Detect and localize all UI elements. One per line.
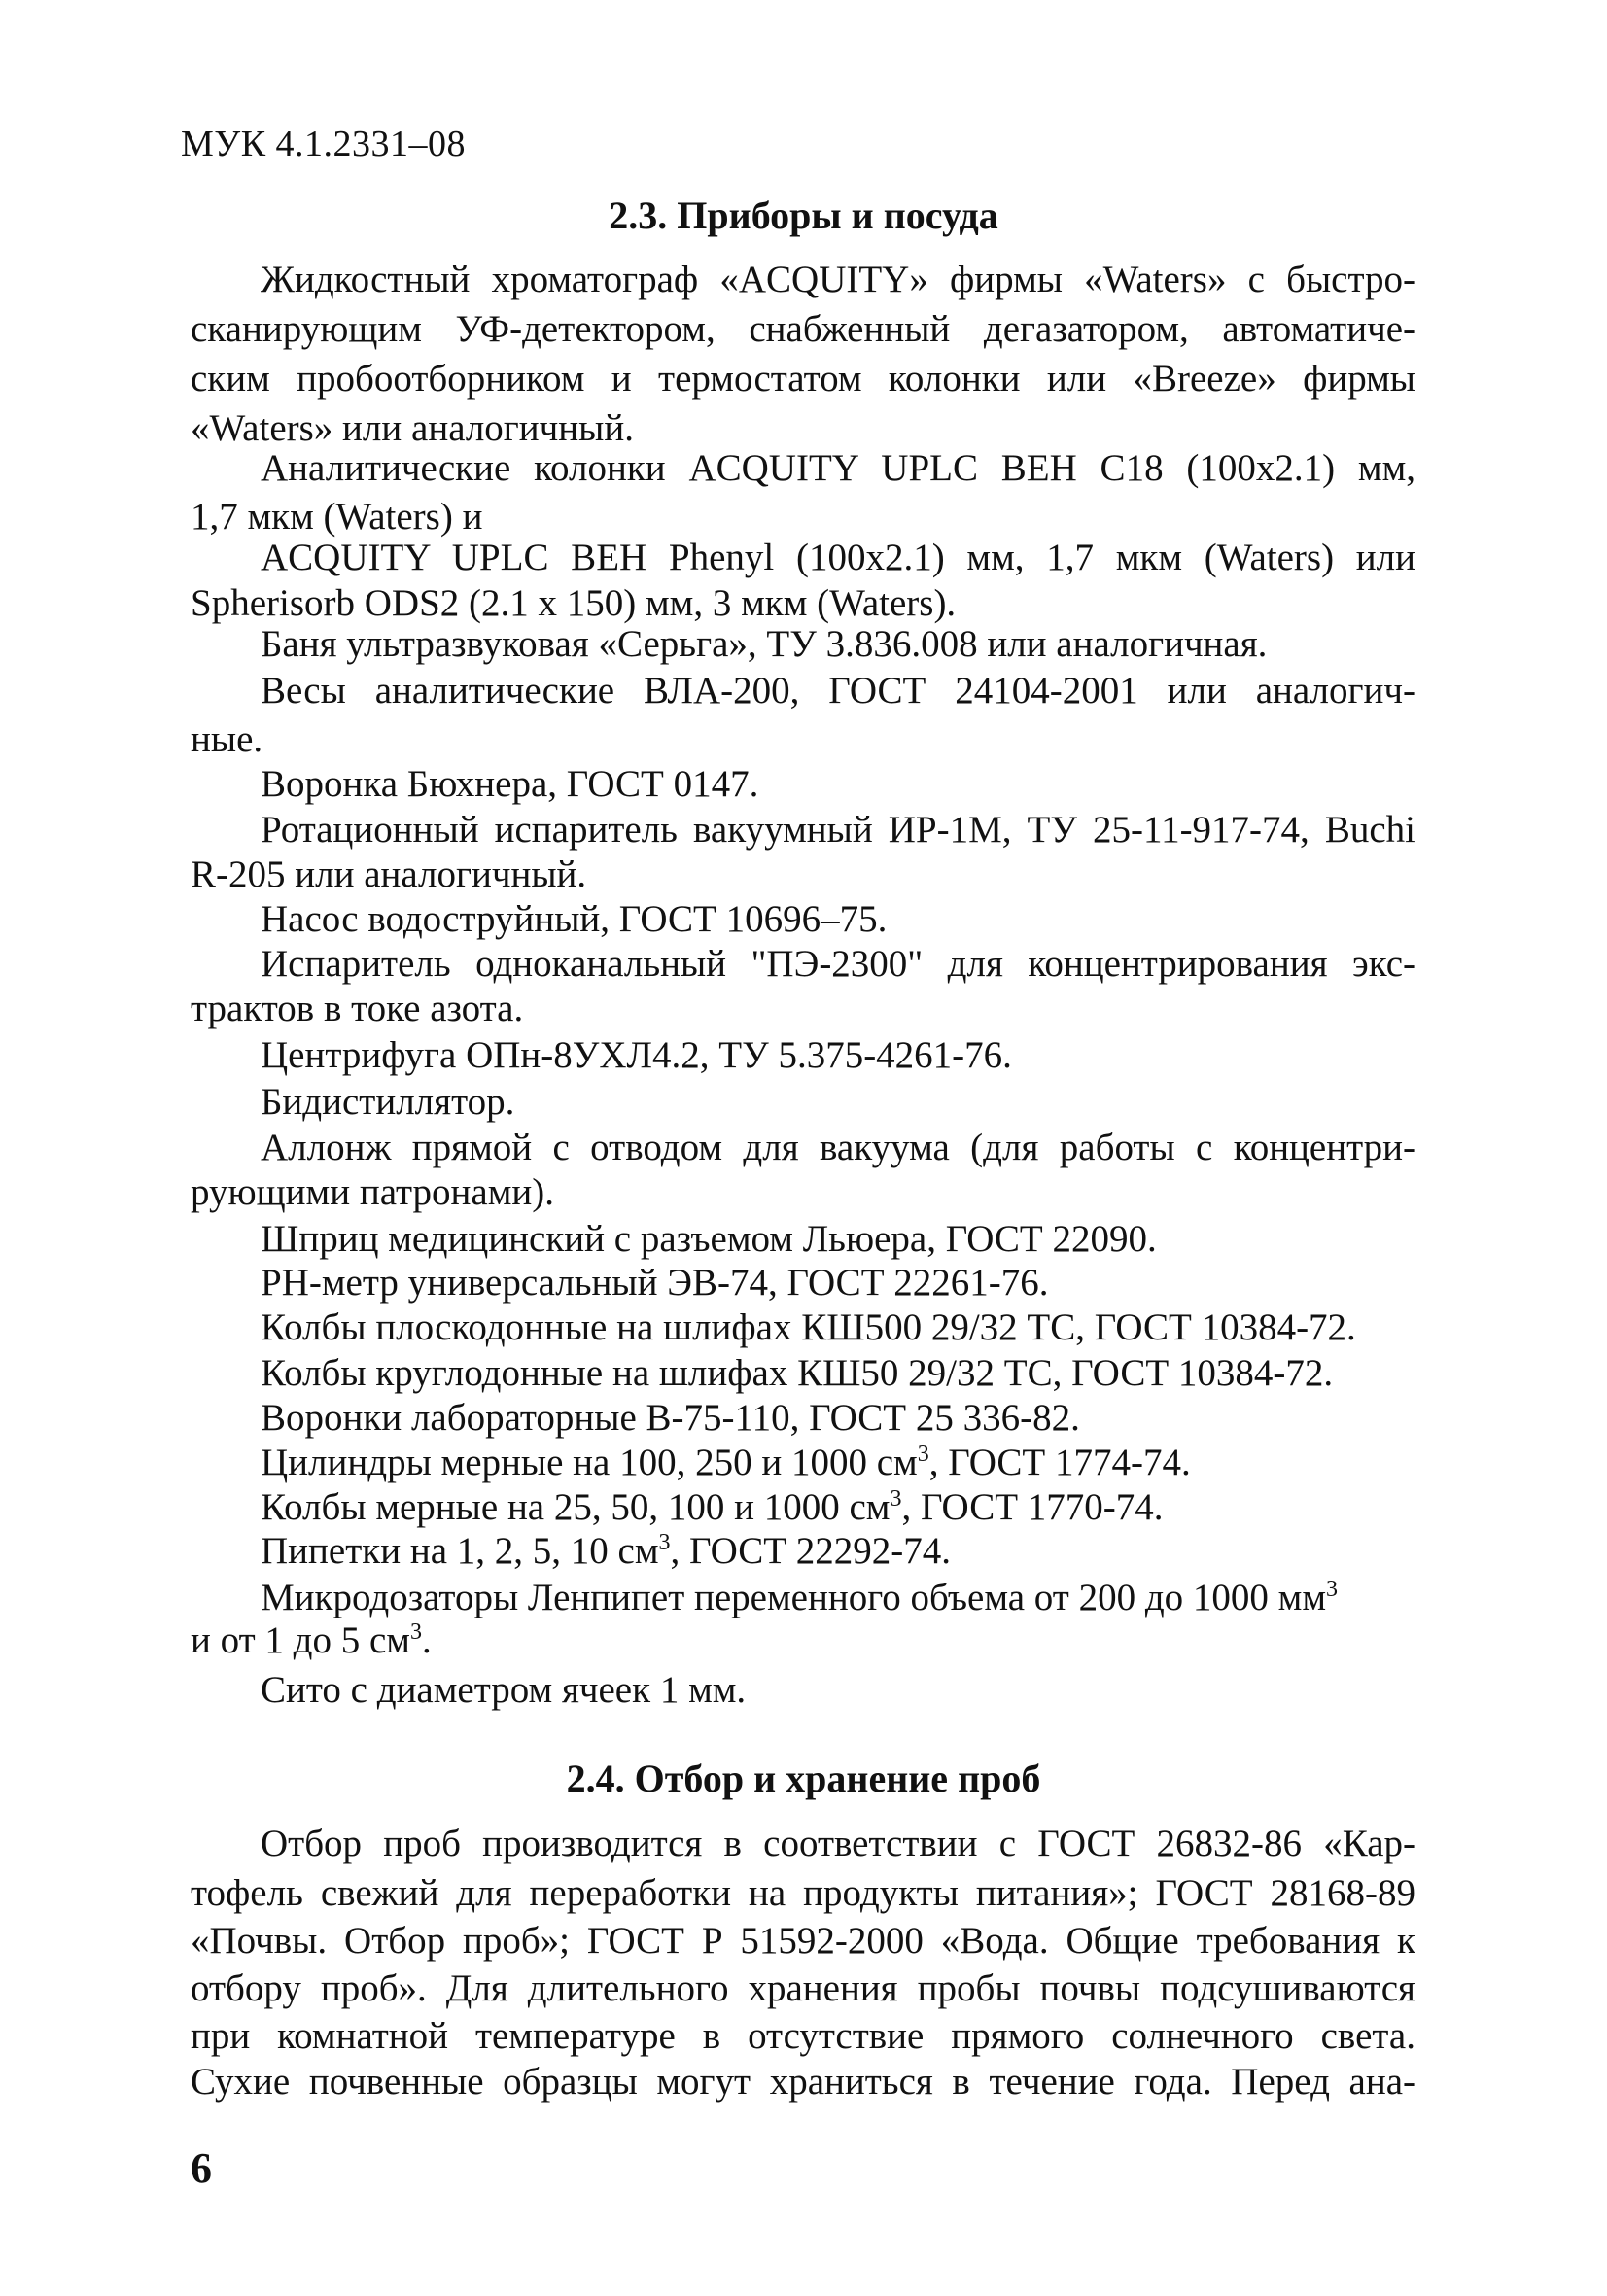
text-segment: Пипетки на 1, 2, 5, 10 см bbox=[261, 1530, 659, 1572]
page-number: 6 bbox=[191, 2144, 212, 2192]
text-line: рующими патронами). bbox=[191, 1171, 554, 1213]
text-segment: Цилиндры мерные на 100, 250 и 1000 см bbox=[261, 1442, 918, 1483]
text-line: Воронки лабораторные В-75-110, ГОСТ 25 336-82. bbox=[261, 1397, 1080, 1439]
text-line: Отбор проб производится в соответствии с ГОСТ 26832-86 «Кар- bbox=[261, 1823, 1415, 1864]
text-line: Spherisorb ODS2 (2.1 x 150) мм, 3 мкм (Waters). bbox=[191, 582, 957, 624]
text-line: R-205 или аналогичный. bbox=[191, 853, 587, 895]
text-line: ные. bbox=[191, 718, 263, 760]
text-line: Бидистиллятор. bbox=[261, 1081, 515, 1123]
superscript: 3 bbox=[890, 1486, 902, 1512]
text-line-pipettes bbox=[261, 1528, 951, 1575]
section-2-3-title: 2.3. Приборы и посуда bbox=[609, 193, 998, 237]
text-segment: , ГОСТ 1774-74. bbox=[928, 1442, 1191, 1483]
text-line: Шприц медицинский с разъемом Льюера, ГОСТ 22090. bbox=[261, 1218, 1157, 1260]
text-line: Испаритель одноканальный "ПЭ-2300" для концентрирования экс- bbox=[261, 943, 1415, 985]
text-line: ACQUITY UPLC BEH Phenyl (100x2.1) мм, 1,7 мкм (Waters) или bbox=[261, 537, 1415, 578]
text-line: Центрифуга ОПн-8УХЛ4.2, ТУ 5.375-4261-76. bbox=[261, 1034, 1012, 1076]
superscript: 3 bbox=[917, 1442, 929, 1467]
text-segment: , ГОСТ 1770-74. bbox=[901, 1486, 1164, 1528]
text-segment: Микродозаторы Ленпипет переменного объема от 200 до 1000 мм bbox=[261, 1577, 1327, 1618]
text-segment: , ГОСТ 22292-74. bbox=[670, 1530, 952, 1572]
text-segment: и от 1 до 5 см bbox=[191, 1619, 410, 1661]
superscript: 3 bbox=[1326, 1577, 1339, 1602]
text-line: РН-метр универсальный ЭВ-74, ГОСТ 22261-76. bbox=[261, 1262, 1049, 1304]
text-line: Колбы круглодонные на шлифах КШ50 29/32 ТС, ГОСТ 10384-72. bbox=[261, 1352, 1334, 1394]
text-line: 1,7 мкм (Waters) и bbox=[191, 496, 483, 538]
text-line-microdosers-cont bbox=[191, 1618, 432, 1664]
text-line: Ротационный испаритель вакуумный ИР-1М, ТУ 25-11-917-74, Buchi bbox=[261, 809, 1415, 851]
section-2-4-title: 2.4. Отбор и хранение проб bbox=[566, 1757, 1041, 1800]
text-line: ским пробоотборником и термостатом колонки или «Breeze» фирмы bbox=[191, 358, 1415, 400]
text-line: сканирующим УФ-детектором, снабженный дегазатором, автоматиче- bbox=[191, 308, 1415, 350]
text-line: Аналитические колонки ACQUITY UPLC BEH C18 (100x2.1) мм, bbox=[261, 447, 1415, 489]
text-line: отбору проб». Для длительного хранения пробы почвы подсушиваются bbox=[191, 1967, 1415, 2009]
text-line: «Waters» или аналогичный. bbox=[191, 407, 634, 449]
text-line-cylinders bbox=[261, 1440, 1191, 1486]
text-line-microdosers bbox=[261, 1575, 1338, 1621]
text-line: Сухие почвенные образцы могут храниться в течение года. Перед ана- bbox=[191, 2061, 1415, 2103]
superscript: 3 bbox=[409, 1619, 422, 1645]
text-line: Насос водоструйный, ГОСТ 10696–75. bbox=[261, 898, 888, 940]
text-line: трактов в токе азота. bbox=[191, 988, 524, 1029]
text-line: при комнатной температуре в отсутствие прямого солнечного света. bbox=[191, 2015, 1415, 2057]
text-line: Весы аналитические ВЛА-200, ГОСТ 24104-2001 или аналогич- bbox=[261, 670, 1415, 712]
text-line: Колбы плоскодонные на шлифах КШ500 29/32 ТС, ГОСТ 10384-72. bbox=[261, 1306, 1356, 1348]
text-segment: . bbox=[421, 1619, 432, 1661]
text-line-flasks bbox=[261, 1484, 1164, 1531]
text-segment: Колбы мерные на 25, 50, 100 и 1000 см bbox=[261, 1486, 891, 1528]
text-line: Воронка Бюхнера, ГОСТ 0147. bbox=[261, 763, 759, 805]
superscript: 3 bbox=[658, 1530, 671, 1555]
text-line: Жидкостный хроматограф «ACQUITY» фирмы «Waters» с быстро- bbox=[261, 259, 1415, 300]
text-line: Баня ультразвуковая «Серьга», ТУ 3.836.008 или аналогичная. bbox=[261, 623, 1268, 665]
document-code-header: МУК 4.1.2331–08 bbox=[181, 123, 467, 164]
text-line: Аллонж прямой с отводом для вакуума (для работы с концентри- bbox=[261, 1127, 1415, 1168]
text-line: тофель свежий для переработки на продукты питания»; ГОСТ 28168-89 bbox=[191, 1872, 1415, 1914]
text-line: Сито с диаметром ячеек 1 мм. bbox=[261, 1669, 747, 1711]
text-line: «Почвы. Отбор проб»; ГОСТ Р 51592-2000 «Вода. Общие требования к bbox=[191, 1920, 1415, 1962]
